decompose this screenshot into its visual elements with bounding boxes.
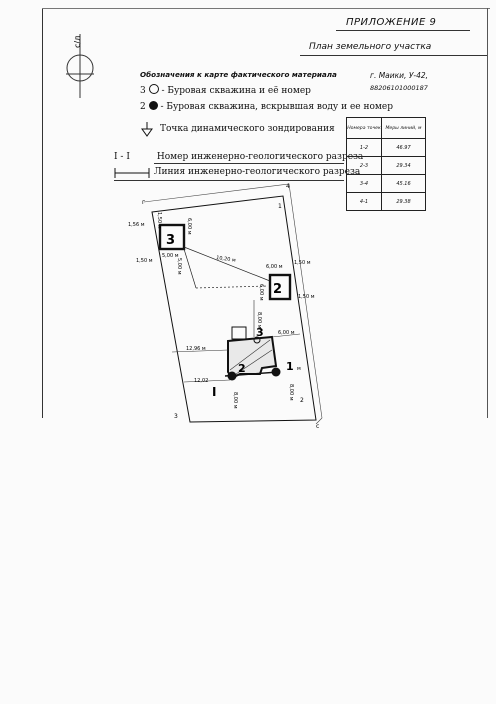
legend-section-line-text: Линия инженерно-геологического разреза	[154, 167, 361, 177]
table-cell-points: 1-2	[347, 139, 382, 157]
connector-3-down	[184, 249, 196, 288]
dimension-label: 5,00 м	[162, 253, 179, 259]
corner-label: г	[142, 199, 146, 206]
main-building	[228, 337, 276, 378]
table-cell-points: 3-4	[347, 175, 382, 193]
table-cell-points: 2-3	[347, 157, 382, 175]
address: г. Маики, У-42,	[370, 71, 429, 80]
section-label-left: I	[212, 385, 217, 399]
dimension-label: 1,50 м	[136, 258, 153, 264]
borehole-1	[272, 368, 281, 377]
borehole-1-label: 1	[286, 360, 294, 373]
section-symbol: I - I	[114, 152, 130, 162]
connector-dotted	[196, 286, 268, 288]
dimension-label: 12,96 м	[186, 346, 206, 352]
legend-heading: Обозначения к карте фактического материала	[140, 70, 337, 79]
dimension-label: 6,00 м	[278, 330, 295, 336]
dimension-label: 1,50 м	[294, 260, 311, 266]
table-cell-length: 46.97	[382, 139, 426, 157]
dimension-label: 1,50 м	[298, 294, 315, 300]
connector-3-2	[184, 247, 270, 281]
corner-label: 4	[286, 183, 290, 190]
table-cell-points: 4-1	[347, 193, 382, 211]
dimension-label: 6,00 м	[266, 264, 283, 270]
table-cell-length: 29.38	[382, 193, 426, 211]
legend-borehole-text: - Буровая скважина и её номер	[161, 86, 311, 96]
dimension-label: 6,00 м	[258, 284, 264, 301]
borehole-2	[228, 372, 237, 381]
dimension-label: 5,00 м	[176, 258, 182, 275]
legend-section-number-text: Номер инженерно-геологического разреза	[156, 152, 364, 162]
corner-label: 3	[174, 413, 178, 420]
corner-label: 1	[278, 203, 282, 210]
borehole-2-label: 2	[238, 362, 246, 375]
corner-label: с	[316, 423, 320, 430]
table-header-lengths: Меры линий, м	[382, 118, 426, 139]
legend-water-borehole-number: 2	[140, 102, 146, 112]
plot-dimension-line	[144, 184, 322, 418]
dimension-label: 1,50 м	[156, 212, 162, 229]
legend-sounding-text: Точка динамического зондирования	[160, 124, 335, 134]
plan-title: План земельного участка	[309, 42, 432, 52]
corner-label: 2	[300, 397, 304, 404]
dimension-label: 10,20 м	[215, 255, 237, 264]
borehole-3-label: 3	[256, 326, 264, 339]
building-3-number: 3	[166, 233, 176, 248]
building-2-number: 2	[273, 282, 283, 297]
appendix-title: ПРИЛОЖЕНИЕ 9	[346, 17, 437, 28]
table-header-points: Номера точек	[347, 118, 382, 139]
margin-mark: с/л	[73, 35, 82, 48]
legend-water-borehole-text: - Буровая скважина, вскрывшая воду и ее номер	[160, 102, 393, 112]
dimension-label: 1,56 м	[128, 222, 145, 228]
annex-top	[232, 327, 246, 339]
cadastral-number: 88206101000187	[370, 84, 428, 92]
dimension-label: 6,00 м	[186, 218, 192, 235]
dimension-label: 12,02	[194, 378, 209, 384]
dimension-label: 8,00 м	[232, 392, 238, 409]
dimension-label: 8,00 м	[256, 312, 262, 329]
dimension-label: 8,00 м	[288, 384, 294, 401]
table-cell-length: 29.34	[382, 157, 426, 175]
table-cell-length: 45.16	[382, 175, 426, 193]
legend-borehole-number: 3	[140, 86, 146, 96]
dimension-label: м	[297, 366, 301, 372]
